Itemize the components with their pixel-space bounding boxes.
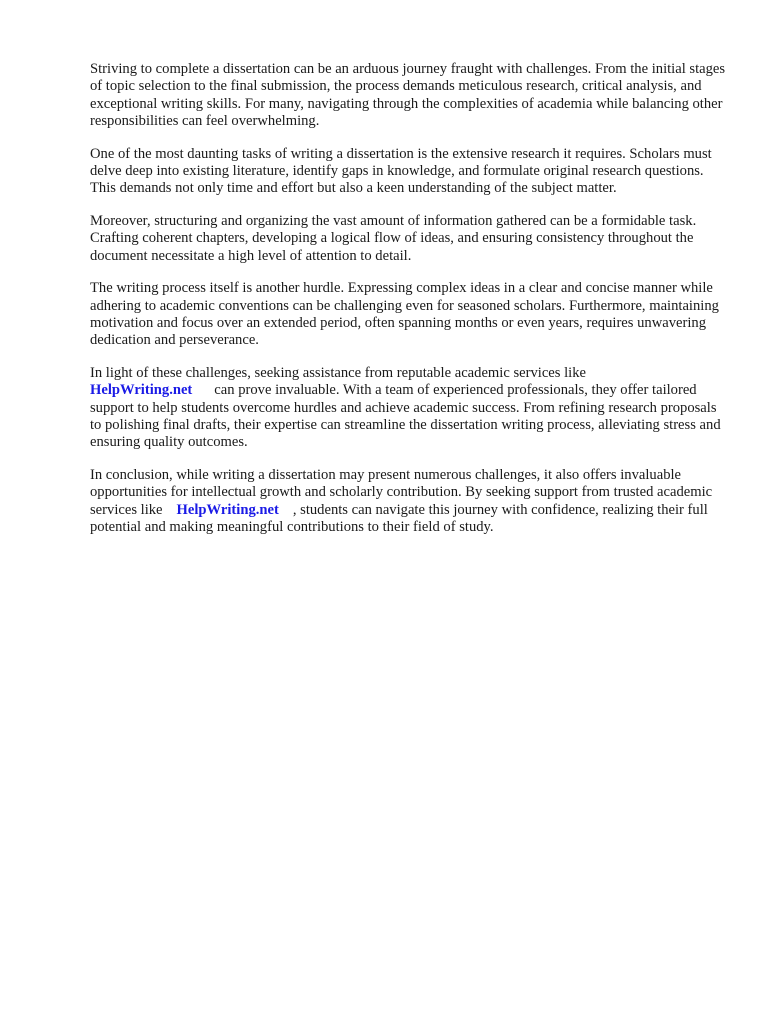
paragraph-research — [90, 146, 730, 198]
helpwriting-link[interactable]: HelpWriting.net — [176, 501, 279, 518]
paragraph-text: can prove invaluable. With a team of experienced professionals, they offer tailored support to help students overcome hurdles and achieve academic success. From refining research proposals to polishing final drafts, their expertise can streamline the dissertation writing process, alleviating stress and ensuring quality outcomes. — [90, 382, 721, 451]
paragraph-text: The writing process itself is another hurdle. Expressing complex ideas in a clear and concise manner while adhering to academic conventions can be challenging even for seasoned scholars. Furthermore, maintaining motivation and focus over an extended period, often spanning months or even years, requires unwavering dedication and perseverance. — [90, 280, 719, 349]
paragraph-structure — [90, 213, 730, 265]
paragraph-text: One of the most daunting tasks of writing a dissertation is the extensive research it requires. Scholars must delve deep into existing literature, identify gaps in knowledge, and formulate original research questions. This demands not only time and effort but also a keen understanding of the subject matter. — [90, 145, 712, 197]
paragraph-intro — [90, 61, 730, 130]
document-body — [90, 61, 730, 552]
paragraph-text: Moreover, structuring and organizing the vast amount of information gathered can be a formidable task. Crafting coherent chapters, developing a logical flow of ideas, and ensuring consistency throughout the document necessitate a high level of attention to detail. — [90, 213, 697, 264]
paragraph-text: In conclusion, while writing a dissertation may present numerous challenges, it also offers invaluable opportunities for intellectual growth and scholarly contribution. By seeking support from trusted academic services like — [90, 467, 713, 518]
paragraph-text: Striving to complete a dissertation can be an arduous journey fraught with challenges. From the initial stages of topic selection to the final submission, the process demands meticulous research, critical analysis, and exceptional writing skills. For many, navigating through the complexities of academia while balancing other responsibilities can feel overwhelming. — [90, 61, 726, 129]
paragraph-text: , students can navigate this journey with confidence, realizing their full potential and making meaningful contributions to their field of study. — [90, 501, 708, 536]
helpwriting-link[interactable]: HelpWriting.net — [90, 382, 193, 399]
paragraph-writing-process — [90, 280, 730, 349]
paragraph-assistance — [90, 365, 730, 451]
paragraph-text: In light of these challenges, seeking assistance from reputable academic services like — [90, 365, 586, 382]
paragraph-conclusion — [90, 467, 730, 536]
